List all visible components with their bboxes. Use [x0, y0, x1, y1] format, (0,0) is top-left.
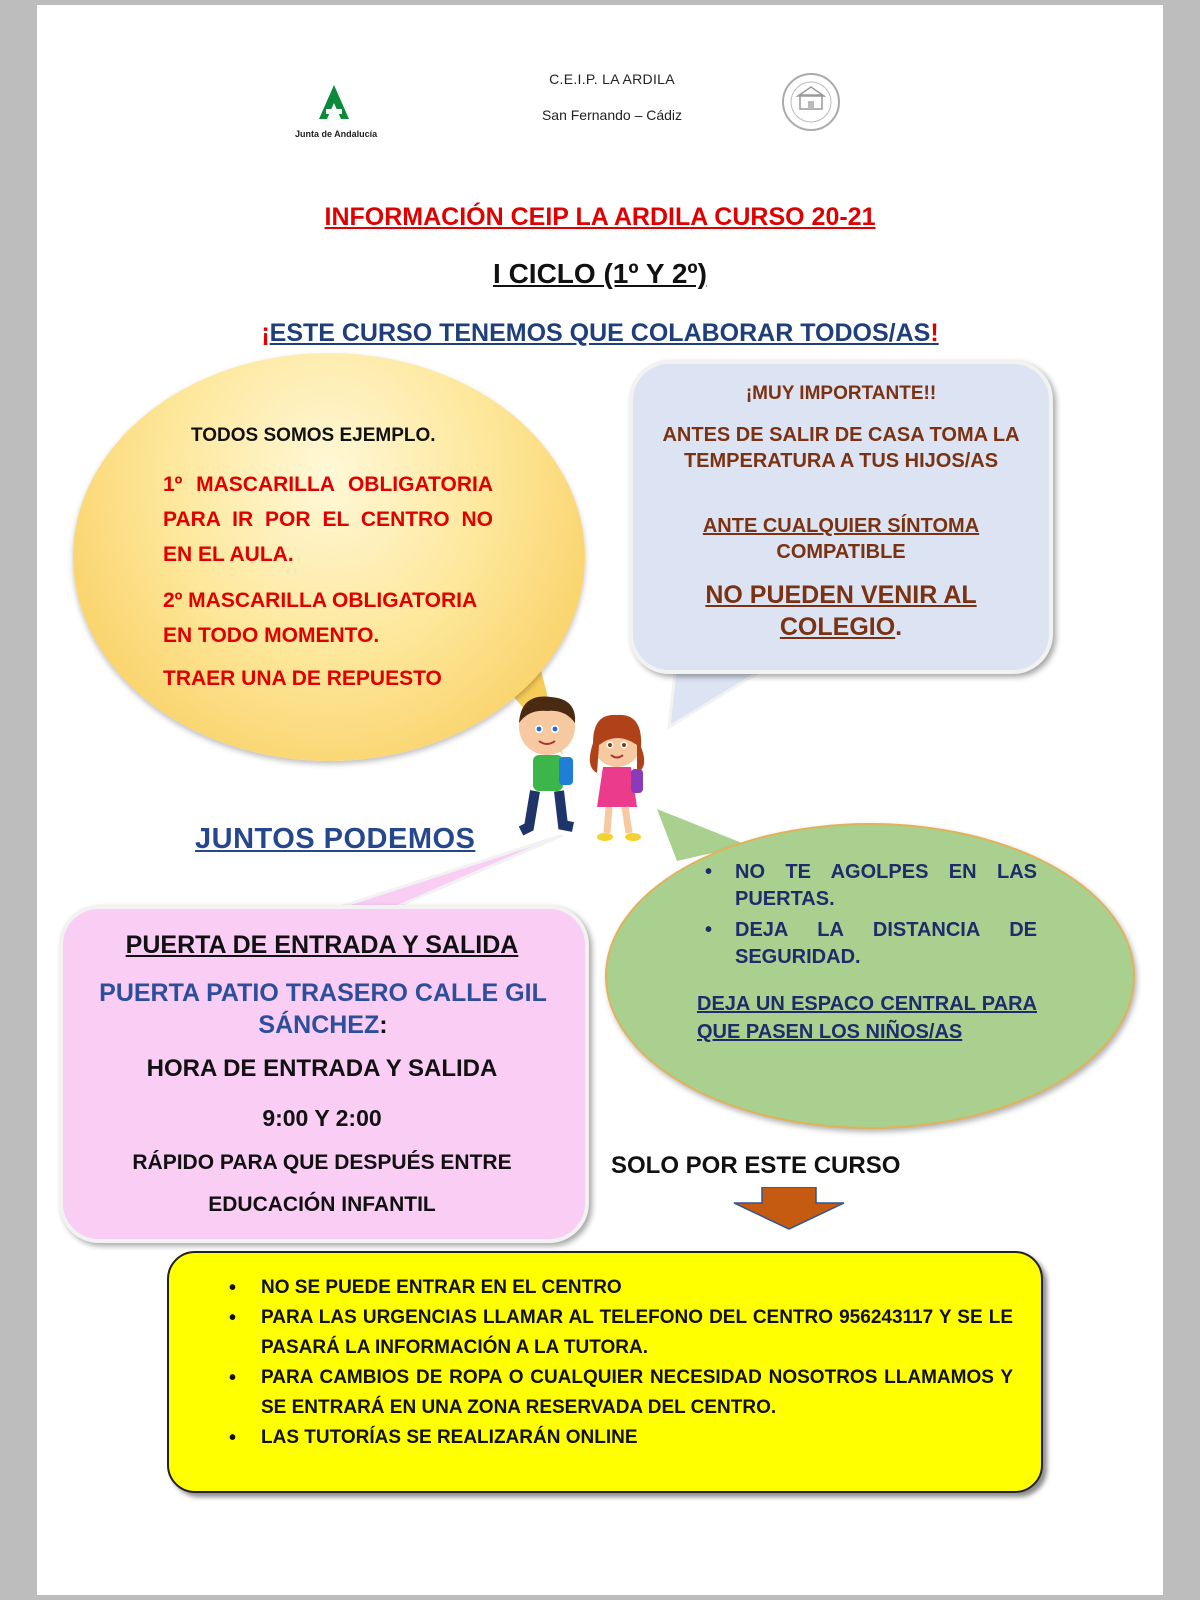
school-seal-icon [782, 73, 840, 131]
door-heading: PUERTA DE ENTRADA Y SALIDA [125, 931, 519, 959]
yellow-bubble-heading: TODOS SOMOS EJEMPLO. [191, 425, 436, 446]
yellow-bubble-rule-3: TRAER UNA DE REPUESTO [163, 667, 442, 690]
juntos-podemos-heading: JUNTOS PODEMOS [195, 823, 476, 855]
slogan-text: ESTE CURSO TENEMOS QUE COLABORAR TODOS/AS [269, 319, 931, 347]
list-item: • PARA LAS URGENCIAS LLAMAR AL TELEFONO DEL CENTRO 956243117 Y SE LE PASARÁ LA INFORMACIÓN A LA TUTORA. [223, 1303, 1013, 1363]
door-location-colon: : [379, 1011, 388, 1039]
yellow-bubble-rule-2: 2º MASCARILLA OBLIGATORIA EN TODO MOMENTO. [163, 589, 477, 647]
list-item: • LAS TUTORÍAS SE REALIZARÁN ONLINE [223, 1423, 1013, 1453]
schedule-times: 9:00 Y 2:00 [262, 1105, 382, 1131]
no-school-period: . [895, 613, 903, 641]
down-arrow-icon [732, 1187, 846, 1231]
school-name: C.E.I.P. LA ARDILA [549, 71, 675, 87]
blue-bubble-no-school [629, 579, 1053, 643]
no-school-line-1: NO PUEDEN VENIR AL [705, 581, 977, 609]
flyer-page [37, 5, 1163, 1595]
list-item: • NO TE AGOLPES EN LAS PUERTAS. [697, 859, 1037, 913]
junta-andalucia-logo [295, 77, 378, 167]
door-location [93, 977, 553, 1041]
solo-curso-heading: SOLO POR ESTE CURSO [611, 1152, 901, 1179]
door-location-text: PUERTA PATIO TRASERO CALLE GIL SÁNCHEZ [99, 979, 547, 1039]
main-title: INFORMACIÓN CEIP LA ARDILA CURSO 20-21 [324, 203, 876, 231]
symptom-line-2: COMPATIBLE [776, 541, 906, 563]
junta-logo-text: Junta de Andalucía [295, 129, 378, 139]
blue-bubble-temperature: ANTES DE SALIR DE CASA TOMA LA TEMPERATURA A TUS HIJOS/AS [662, 424, 1020, 472]
school-city: San Fernando – Cádiz [541, 107, 683, 123]
slogan-close: ! [930, 319, 939, 347]
cycle-title: I CICLO (1º Y 2º) [493, 258, 707, 289]
slogan-open: ¡ [261, 319, 270, 347]
junta-logo-icon [299, 77, 369, 127]
blue-bubble-important: ¡MUY IMPORTANTE!! [745, 383, 937, 404]
slogan-title [37, 319, 1163, 348]
blue-bubble-symptom [629, 513, 1053, 565]
symptom-line-1: ANTE CUALQUIER SÍNTOMA [702, 515, 980, 537]
list-item: • NO SE PUEDE ENTRAR EN EL CENTRO [223, 1273, 1013, 1303]
rules-list [223, 1273, 1013, 1453]
green-bubble-list [697, 859, 1037, 975]
green-bubble-note: DEJA UN ESPACO CENTRAL PARA QUE PASEN LOS NIÑOS/AS [697, 993, 1037, 1043]
schedule-note-2: EDUCACIÓN INFANTIL [208, 1193, 436, 1216]
schedule-heading: HORA DE ENTRADA Y SALIDA [146, 1055, 498, 1082]
no-school-line-2: COLEGIO [779, 613, 896, 641]
list-item: • DEJA LA DISTANCIA DE SEGURIDAD. [697, 917, 1037, 971]
yellow-bubble-rule-1: 1º MASCARILLA OBLIGATORIA PARA IR POR EL CENTRO NO EN EL AULA. [163, 473, 493, 566]
list-item: • PARA CAMBIOS DE ROPA O CUALQUIER NECESIDAD NOSOTROS LLAMAMOS Y SE ENTRARÁ EN UNA ZONA RESERVADA DEL CENTRO. [223, 1363, 1013, 1423]
schedule-note-1: RÁPIDO PARA QUE DESPUÉS ENTRE [132, 1151, 512, 1174]
